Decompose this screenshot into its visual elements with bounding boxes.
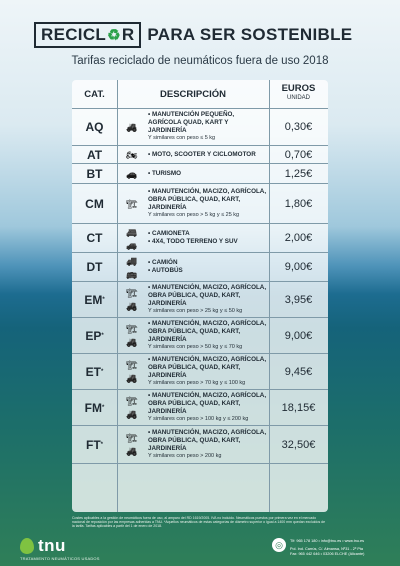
- category-code: [72, 318, 117, 353]
- tractor-icon: 🚜: [126, 301, 138, 311]
- recycle-icon: ♻: [107, 27, 121, 44]
- weight-note: Y similares con peso > 70 kg y ≤ 100 kg: [148, 379, 246, 386]
- category-label: EP: [85, 328, 102, 343]
- category-label: CT: [86, 231, 103, 245]
- price-value: 1,25€: [284, 167, 313, 180]
- vehicle-icons: [120, 390, 144, 425]
- category-label: DT: [86, 260, 103, 274]
- tractor-icon: 🚜: [126, 446, 138, 456]
- category-label: AT: [86, 147, 103, 162]
- price-value: 9,00€: [284, 261, 313, 273]
- weight-note: Y similares con peso > 200 kg: [148, 452, 222, 459]
- category-description: [148, 253, 267, 281]
- category-code: [72, 390, 117, 425]
- vehicle-icons: [120, 184, 144, 223]
- description-text: • TURISMO: [148, 169, 181, 177]
- category-label: FM: [84, 400, 102, 415]
- category-description: [148, 224, 267, 252]
- tractor-icon: 🚜: [126, 409, 138, 419]
- title-rest: PARA SER SOSTENIBLE: [147, 25, 353, 44]
- vehicle-icons: [120, 224, 144, 252]
- category-description: [148, 354, 267, 389]
- category-code: [72, 184, 117, 223]
- category-code: [72, 282, 117, 317]
- weight-note: Y similares con peso > 100 kg y ≤ 200 kg: [148, 415, 249, 422]
- logo-text: tnu: [38, 536, 66, 555]
- category-label: BT: [86, 166, 103, 181]
- price-value: 9,45€: [284, 365, 313, 378]
- table-header: [72, 80, 328, 109]
- vehicle-icons: [120, 164, 144, 183]
- category-asterisk: *: [101, 332, 104, 339]
- category-label: AQ: [85, 119, 104, 134]
- contact-line-1: Tlf: 965 178 180 • info@tnu.es • www.tnu.es: [290, 539, 365, 543]
- description-text: • MANUTENCIÓN, MACIZO, AGRÍCOLA, OBRA PÚBLICA, QUAD, KART, JARDINERÍA: [148, 284, 267, 307]
- forklift-icon: 🏗: [126, 433, 138, 443]
- tnu-logo: [20, 536, 66, 556]
- category-code: [72, 354, 117, 389]
- description-text: • MANUTENCIÓN, MACIZO, AGRÍCOLA, OBRA PÚBLICA, QUAD, KART, JARDINERÍA: [148, 429, 267, 452]
- price-value: 9,00€: [284, 329, 313, 342]
- description-text: • MANUTENCIÓN, MACIZO, AGRÍCOLA, OBRA PÚBLICA, QUAD, KART, JARDINERÍA: [148, 188, 267, 211]
- category-description: [148, 108, 267, 145]
- category-label: ET: [85, 364, 101, 379]
- vehicle-icons: [120, 318, 144, 353]
- footnote: Costes aplicables a la gestión de neumáticos fuera de uso, al amparo del RD 1619/2005. IVA no incluido. Neumáticos puestos por primera vez en el mercado nacional de reposición por las empresas adheridas a TNU. *Aquellos neumáticos de estas categorías de diámetro superior o igual a 1400 mm quedan excluidos de la tarifa. Tarifas aplicables a partir del 1 de enero de 2018.: [72, 516, 326, 529]
- car-icon: 🚗: [126, 168, 138, 179]
- van-icon: 🚐: [126, 226, 138, 237]
- description-text: • MANUTENCIÓN, MACIZO, AGRÍCOLA, OBRA PÚBLICA, QUAD, KART, JARDINERÍA: [148, 356, 267, 379]
- description-text: • AUTOBÚS: [148, 267, 183, 274]
- description-text: • MANUTENCIÓN, MACIZO, AGRÍCOLA, OBRA PÚBLICA, QUAD, KART, JARDINERÍA: [148, 320, 267, 343]
- bus-icon: 🚌: [126, 268, 138, 279]
- category-description: [148, 184, 267, 223]
- tractor-icon: 🚜: [126, 121, 138, 132]
- category-code: [72, 253, 117, 281]
- price-value: 1,80€: [284, 197, 313, 210]
- table-row: [72, 164, 328, 184]
- header-description: DESCRIPCIÓN: [160, 89, 226, 100]
- forklift-icon: 🏗: [126, 198, 138, 209]
- vehicle-icons: [120, 108, 144, 145]
- tractor-icon: 🚜: [126, 337, 138, 347]
- forklift-icon: 🏗: [126, 360, 138, 370]
- category-code: [72, 146, 117, 163]
- category-label: FT: [85, 437, 101, 452]
- weight-note: Y similares con peso > 5 kg y ≤ 25 kg: [148, 211, 240, 218]
- tractor-icon: 🚜: [126, 373, 138, 383]
- weight-note: Y similares con peso ≤ 5 kg: [148, 134, 216, 141]
- table-row: [72, 253, 328, 282]
- table-row: [72, 426, 328, 464]
- rates-table: [72, 80, 328, 512]
- header-category: CAT.: [84, 89, 105, 100]
- subtitle: Tarifas reciclado de neumáticos fuera de uso 2018: [71, 55, 329, 67]
- table-row: [72, 224, 328, 253]
- category-description: [148, 146, 267, 163]
- category-asterisk: *: [100, 441, 103, 448]
- tnu-tyre-icon: ◎: [272, 538, 286, 552]
- logo-tagline: TRATAMIENTO NEUMÁTICOS USADOS: [20, 556, 100, 561]
- forklift-icon: 🏗: [126, 324, 138, 334]
- price-value: 0,30€: [284, 120, 313, 133]
- header-euros: EUROS: [281, 83, 316, 94]
- forklift-icon: 🏗: [126, 288, 138, 298]
- description-text: • CAMIONETA: [148, 230, 190, 238]
- suv-icon: 🚙: [126, 239, 138, 250]
- contact-line-2: Pol. Ind. Carrús, C/. Almansa, Nº31 - 2º Pta: [290, 547, 364, 551]
- category-label: EM: [84, 292, 103, 307]
- category-asterisk: *: [101, 404, 105, 411]
- poster-title: [34, 22, 366, 48]
- vehicle-icons: [120, 253, 144, 281]
- forklift-icon: 🏗: [126, 396, 138, 406]
- vehicle-icons: [120, 282, 144, 317]
- vehicle-icons: [120, 146, 144, 163]
- category-code: [72, 426, 117, 463]
- description-text: • CAMIÓN: [148, 259, 178, 267]
- price-value: 32,50€: [281, 438, 316, 451]
- drop-icon: [20, 538, 34, 554]
- price-value: 0,70€: [284, 148, 313, 161]
- description-text: • MANUTENCIÓN PEQUEÑO, AGRÍCOLA QUAD, KART Y JARDINERÍA: [148, 111, 235, 134]
- category-code: [72, 164, 117, 183]
- weight-note: Y similares con peso > 25 kg y ≤ 50 kg: [148, 307, 243, 314]
- category-description: [148, 318, 267, 353]
- category-description: [148, 282, 267, 317]
- motorbike-icon: 🏍: [126, 149, 138, 160]
- title-part2: R: [121, 25, 135, 44]
- category-description: [148, 390, 267, 425]
- category-asterisk: *: [102, 296, 105, 303]
- title-part1: RECICL: [41, 25, 107, 44]
- table-row: [72, 184, 328, 224]
- category-code: [72, 224, 117, 252]
- description-text: • MANUTENCIÓN, MACIZO, AGRÍCOLA, OBRA PÚBLICA, QUAD, KART, JARDINERÍA: [148, 392, 267, 415]
- price-value: 2,00€: [284, 232, 313, 244]
- description-text: • MOTO, SCOOTER Y CICLOMOTOR: [148, 150, 256, 158]
- category-code: [72, 108, 117, 145]
- table-row: [72, 146, 328, 164]
- table-row: [72, 390, 328, 426]
- category-description: [148, 426, 267, 463]
- table-row: [72, 354, 328, 390]
- price-value: 18,15€: [281, 401, 316, 414]
- category-asterisk: *: [101, 368, 104, 375]
- truck-icon: 🚚: [126, 255, 138, 266]
- table-row: [72, 318, 328, 354]
- table-row: [72, 282, 328, 318]
- recycle-wordmark-box: [34, 22, 141, 48]
- header-unit: UNIDAD: [286, 95, 310, 101]
- vehicle-icons: [120, 426, 144, 463]
- contact-line-3: Fax: 965 442 646 • 03206 ELCHE (Alicante): [290, 552, 365, 556]
- category-label: CM: [85, 196, 104, 211]
- weight-note: Y similares con peso > 50 kg y ≤ 70 kg: [148, 343, 243, 350]
- category-description: [148, 164, 267, 183]
- vehicle-icons: [120, 354, 144, 389]
- price-value: 3,95€: [284, 293, 313, 306]
- table-row: [72, 108, 328, 146]
- description-text: • 4X4, TODO TERRENO Y SUV: [148, 238, 238, 245]
